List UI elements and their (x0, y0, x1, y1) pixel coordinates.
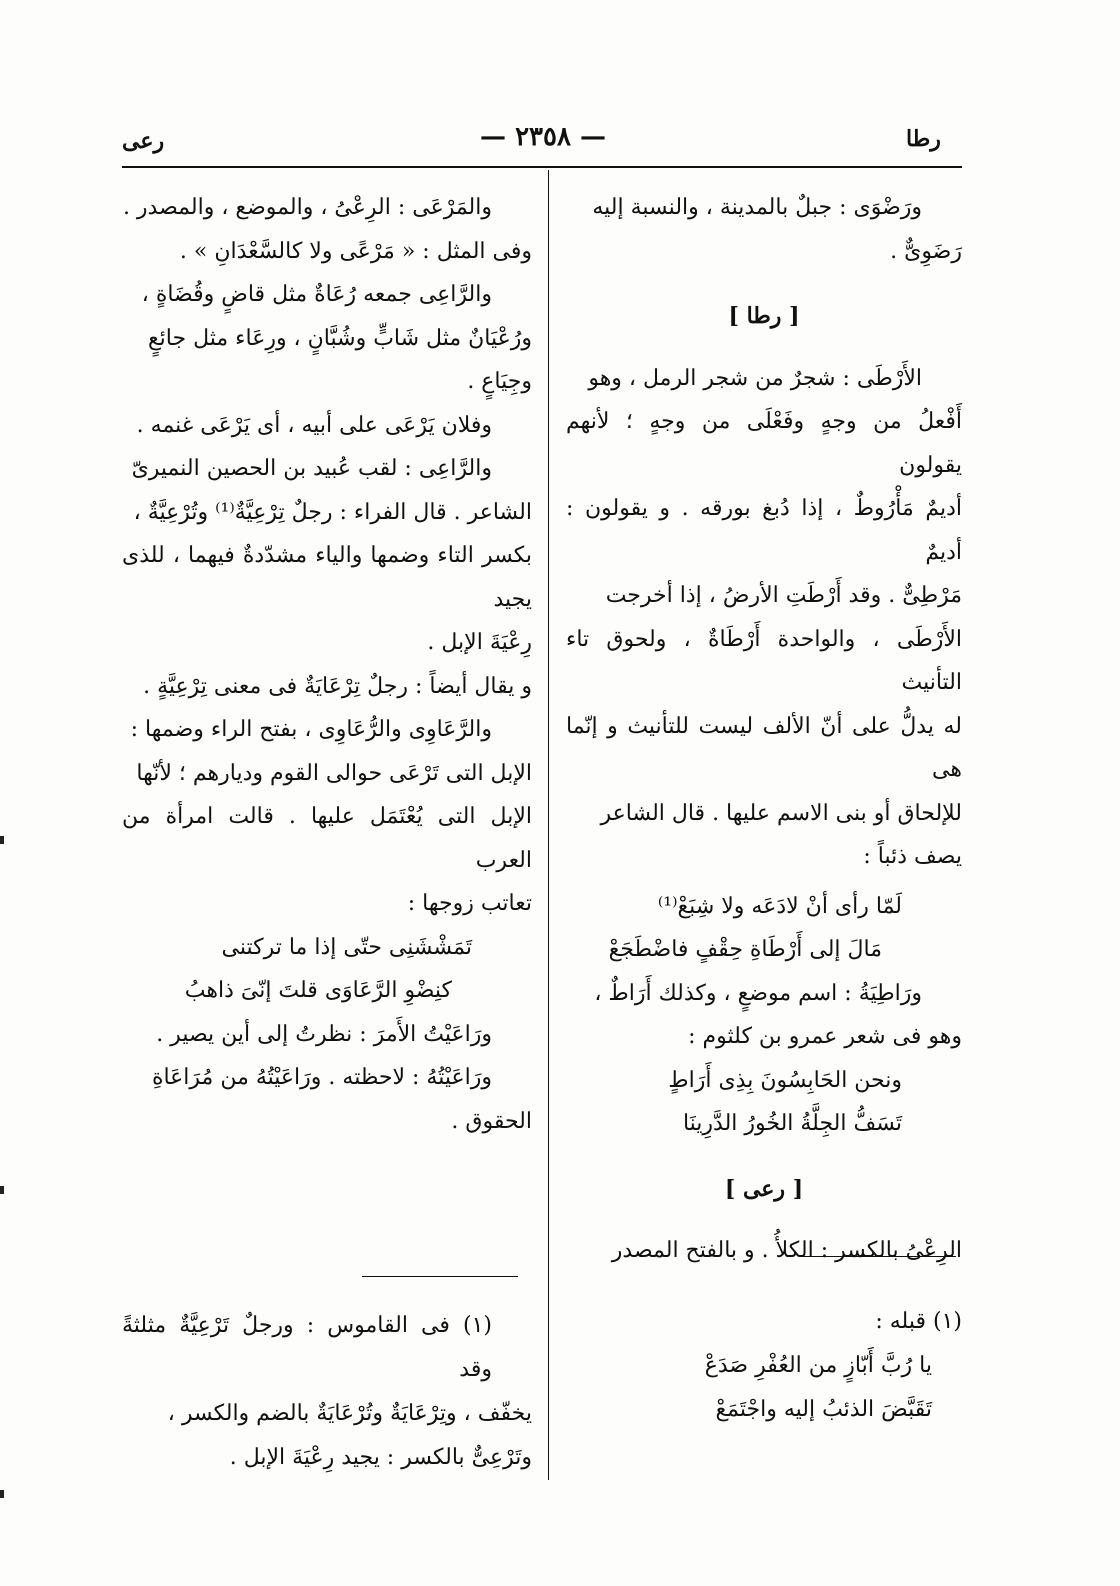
footnote-rule (362, 1276, 518, 1277)
footnote-line: (١) قبله : (875, 1309, 962, 1334)
text-line: الأَرْطَى ، والواحدة أَرْطَاةٌ ، ولحوق تاء التأنيث (566, 626, 962, 695)
text-line: الرِعْىُ بالكسر : الكلأُ . و بالفتح المصدر (611, 1238, 962, 1263)
text-line: الحقوق . (451, 1108, 532, 1134)
text-line: والرَّاعِى جمعه رُعَاةٌ مثل قاضٍ وقُضَاةٍ ، (141, 282, 492, 307)
right-column (566, 186, 962, 1273)
verse-line: لَمّا رأى أنْ لادَعَه ولا شِبَعْ⁽¹⁾ (657, 893, 902, 919)
text-line: والرَّاعِى : لقب عُبيد بن الحصين النميرىّ (131, 456, 492, 481)
text-line: الشاعر . قال الفراء : رجلٌ تِرْعِيَّةٌ⁽¹⁾ وتُرْعِيَّةٌ ، (133, 499, 532, 525)
text-line: وفى المثل : « مَرْعًى ولا كالسَّعْدَانِ » . (179, 238, 532, 264)
footnote-line: يخفّف ، وتِرْعَايَةٌ وتُرْعَايَةٌ بالضم والكسر ، (167, 1401, 532, 1426)
header-rule (122, 166, 962, 168)
left-column (122, 186, 532, 1143)
text-line: و يقال أيضاً : رجلٌ تِرْعَايَةٌ فى معنى تِرْعِيَّةٍ . (143, 673, 532, 699)
column-divider (548, 170, 549, 1480)
text-line: والمَرْعَى : الرِعْىُ ، والموضع ، والمصدر . (122, 195, 492, 220)
footnote-line: وتَرْعِىٌّ بالكسر : يجيد رِعْيَةَ الإبل . (229, 1445, 532, 1470)
footnote-line: (١) فى القاموس : ورجلٌ تَرْعِيَّةٌ مثلثةً وقد (122, 1313, 492, 1382)
text-line: ورَاعَيْتُهُ : لاحظته . ورَاعَيْتُهُ من مُرَاعَاةِ (151, 1065, 492, 1090)
text-line: يصف ذئباً : (863, 844, 962, 869)
verse-line: ونحن الحَابِسُونَ بِذِى أَرَاطٍ (668, 1067, 902, 1093)
footnote-rule (800, 1256, 956, 1257)
text-line: وجِيَاعٍ . (467, 369, 532, 394)
text-line: للإلحاق أو بنى الاسم عليها . قال الشاعر (600, 800, 962, 826)
footnote-left (122, 1304, 532, 1480)
text-line: ورَضْوَى : جبلٌ بالمدينة ، والنسبة إليه (592, 195, 922, 220)
scan-mark (0, 836, 4, 844)
text-line: رَضَوِىٌّ . (890, 238, 962, 264)
footnote-verse: يا رُبَّ أَبّازٍ من العُفْرِ صَدَعْ (704, 1353, 932, 1378)
text-line: له يدلُّ على أنّ الألف ليست للتأنيث و إنّما هى (566, 713, 962, 782)
running-head-right: رطا (906, 126, 941, 152)
entry-heading: [ رطا ] (728, 303, 800, 329)
text-line: رِعْيَةَ الإبل . (427, 630, 532, 655)
verse-line: كنِضْوِ الرَّعَاوَى قلتَ إنّىَ ذاهبُ (184, 978, 452, 1003)
entry-heading: [ رعى ] (724, 1175, 804, 1202)
text-line: والرَّعَاوِى والرُّعَاوِى ، بفتح الراء وضمها : (130, 717, 492, 742)
verse-line: تَمَشْشَنِى حتّى إذا ما تركتنى (221, 934, 472, 960)
scan-mark (0, 1186, 4, 1194)
text-line: أديمٌ مَأْرُوطٌ ، إذا دُبغ بورقه . و يقولون : أديمٌ (566, 496, 962, 565)
text-line: أَفْعلُ من وجهٍ وفَعْلَى من وجهٍ ؛ لأنهم يقولون (566, 409, 962, 478)
verse-line: مَالَ إلى أَرْطَاةِ حِقْفٍ فاضْطَجَعْ (608, 937, 882, 962)
text-line: وهو فى شعر عمرو بن كلثوم : (688, 1024, 962, 1049)
text-line: ورَاعَيْتُ الأَمرَ : نظرتُ إلى أين يصير . (156, 1021, 492, 1047)
text-line: الأَرْطَى : شجرٌ من شجر الرمل ، وهو (588, 365, 922, 391)
text-line: تعاتب زوجها : (407, 891, 532, 916)
text-line: مَرْطِىٌّ . وقد أَرْطَتِ الأرضُ ، إذا أخرجت (605, 583, 962, 608)
verse-line: تَسَفُّ الجِلَّةُ الخُورُ الدَّرِينَا (682, 1111, 902, 1136)
running-head-left: رعى (122, 128, 165, 154)
text-line: الإبل التى تَرْعَى حوالى القوم وديارهم ؛ لأنّها (136, 760, 532, 786)
text-line: الإبل التى يُعْتَمَل عليها . قالت امرأة من العرب (122, 804, 532, 873)
footnote-right (566, 1300, 962, 1432)
scan-mark (0, 1490, 4, 1498)
text-line: بكسر التاء وضمها والياء مشدّدةٌ فيهما ، للذى يجيد (122, 543, 532, 612)
text-line: ورُعْيَانٌ مثل شَابٍّ وشُبَّانٍ ، ورِعَاء مثل جائعٍ (147, 325, 532, 351)
text-line: وفلان يَرْعَى على أبيه ، أى يَرْعَى غنمه . (136, 412, 492, 438)
page-number: — ٢٣٥٨ — (480, 122, 606, 152)
footnote-verse: تَقَبَّضَ الذئبُ إليه واجْتَمَعْ (715, 1397, 932, 1422)
text-line: ورَاطِيَةُ : اسم موضعٍ ، وكذلك أَرَاطٌ ، (594, 980, 922, 1006)
